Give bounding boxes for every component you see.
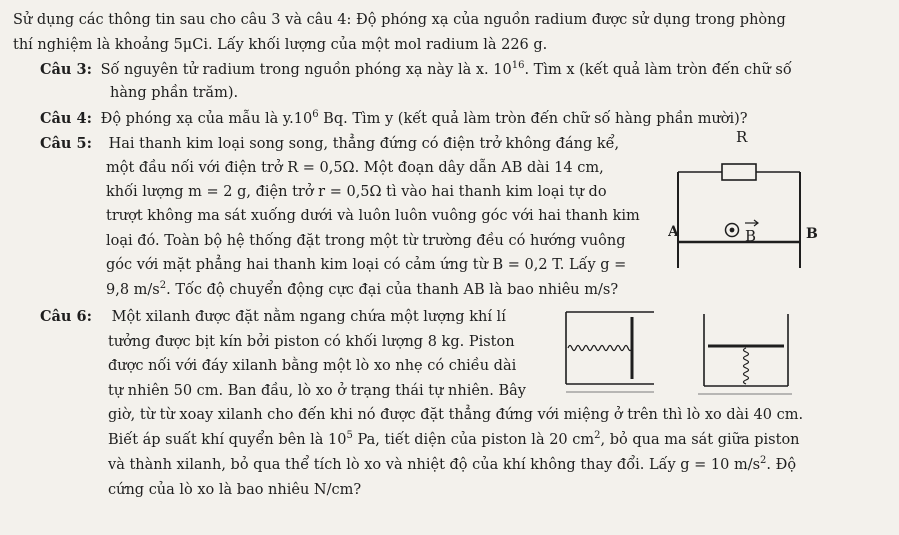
question-3-exponent: 16	[511, 60, 525, 71]
point-B-label: B	[806, 226, 818, 242]
question-6-g-b: . Độ	[766, 457, 797, 473]
question-5-line-3: khối lượng m = 2 g, điện trở r = 0,5Ω tì vào hai thanh kim loại tự do	[106, 184, 607, 200]
question-5-circuit-figure	[668, 126, 828, 276]
question-6-pressure-a: Biết áp suất khí quyển bên là 10	[108, 432, 347, 448]
question-6-area-exponent: 2	[594, 430, 601, 441]
vertical-spring	[744, 348, 749, 384]
question-4-text-b: Bq. Tìm y (kết quả làm tròn đến chữ số hàng phần mười)?	[318, 111, 748, 127]
resistor-symbol	[722, 164, 756, 180]
vertical-cylinder	[698, 314, 792, 394]
intro-line-1: Sử dụng các thông tin sau cho câu 3 và câu 4: Độ phóng xạ của nguồn radium được sử dụng trong phòng	[13, 12, 786, 28]
question-3-text-b: . Tìm x (kết quả làm tròn đến chữ số	[524, 62, 792, 78]
question-6-line-8: cứng của lò xo là bao nhiêu N/cm?	[108, 482, 362, 498]
question-3-label: Câu 3:	[40, 61, 92, 78]
question-5-last-exponent: 2	[159, 280, 167, 291]
question-6-label: Câu 6:	[40, 308, 92, 325]
question-6-g-a: và thành xilanh, bỏ qua thể tích lò xo và nhiệt độ của khí không thay đổi. Lấy g = 10 m/s	[108, 457, 761, 473]
point-A-label: A	[668, 224, 679, 240]
question-4-label: Câu 4:	[40, 110, 92, 127]
question-5-line-7	[106, 280, 618, 300]
question-6-line-6	[108, 430, 800, 450]
question-6-g-exponent: 2	[760, 455, 767, 466]
intro-line-2: thí nghiệm là khoảng 5μCi. Lấy khối lượng của một mol radium là 226 g.	[13, 37, 548, 53]
question-4-line	[40, 109, 748, 129]
field-B-label: B	[745, 227, 757, 245]
question-6-pressure-c: , bỏ qua ma sát giữa piston	[600, 432, 800, 448]
question-3-text-a: Số nguyên tử radium trong nguồn phóng xạ này là x. 10	[100, 62, 512, 78]
question-6-line-7	[108, 455, 796, 475]
question-6-line-4: tự nhiên 50 cm. Ban đầu, lò xo ở trạng thái tự nhiên. Bây	[108, 383, 526, 399]
question-5-line-2: một đầu nối với điện trở R = 0,5Ω. Một đoạn dây dẫn AB dài 14 cm,	[106, 160, 604, 176]
question-5-line-6: góc với mặt phẳng hai thanh kim loại có cảm ứng từ B = 0,2 T. Lấy g =	[106, 257, 627, 273]
question-5-line-4: trượt không ma sát xuống dưới và luôn luôn vuông góc với hai thanh kim	[106, 208, 640, 224]
question-5-line-5: loại đó. Toàn bộ hệ thống đặt trong một từ trường đều có hướng vuông	[106, 233, 626, 249]
question-6-pressure-exponent: 5	[346, 430, 353, 441]
question-5-text-1: Hai thanh kim loại song song, thẳng đứng có điện trở không đáng kể,	[108, 136, 620, 152]
question-6-line-3: được nối với đáy xilanh bằng một lò xo nhẹ có chiều dài	[108, 358, 517, 374]
question-6-line-2: tưởng được bịt kín bởi piston có khối lượng 8 kg. Piston	[108, 334, 515, 350]
question-3-line-2: hàng phần trăm).	[110, 85, 239, 101]
question-5-label: Câu 5:	[40, 135, 92, 152]
horizontal-spring	[568, 346, 632, 351]
question-6-line-5: giờ, từ từ xoay xilanh cho đến khi nó được đặt thẳng đứng với miệng ở trên thì lò xo dài 40 cm.	[108, 407, 804, 423]
question-4-exponent: 6	[312, 109, 319, 120]
resistor-R-label: R	[736, 128, 748, 146]
question-6-cylinder-figure	[562, 306, 792, 402]
question-5-last-a: 9,8 m/s	[106, 282, 160, 298]
question-6-pressure-b: Pa, tiết diện của piston là 20 cm	[352, 432, 595, 448]
horizontal-cylinder	[566, 312, 654, 392]
question-6-line-1	[40, 307, 506, 327]
question-5-line-1	[40, 134, 619, 154]
question-6-text-1: Một xilanh được đặt nằm ngang chứa một lượng khí lí	[111, 309, 506, 325]
question-3-line-1	[40, 60, 792, 80]
question-4-text-a: Độ phóng xạ của mẫu là y.10	[100, 111, 313, 127]
question-5-last-b: . Tốc độ chuyển động cực đại của thanh AB là bao nhiêu m/s?	[166, 282, 619, 298]
field-dot-icon	[730, 228, 735, 233]
